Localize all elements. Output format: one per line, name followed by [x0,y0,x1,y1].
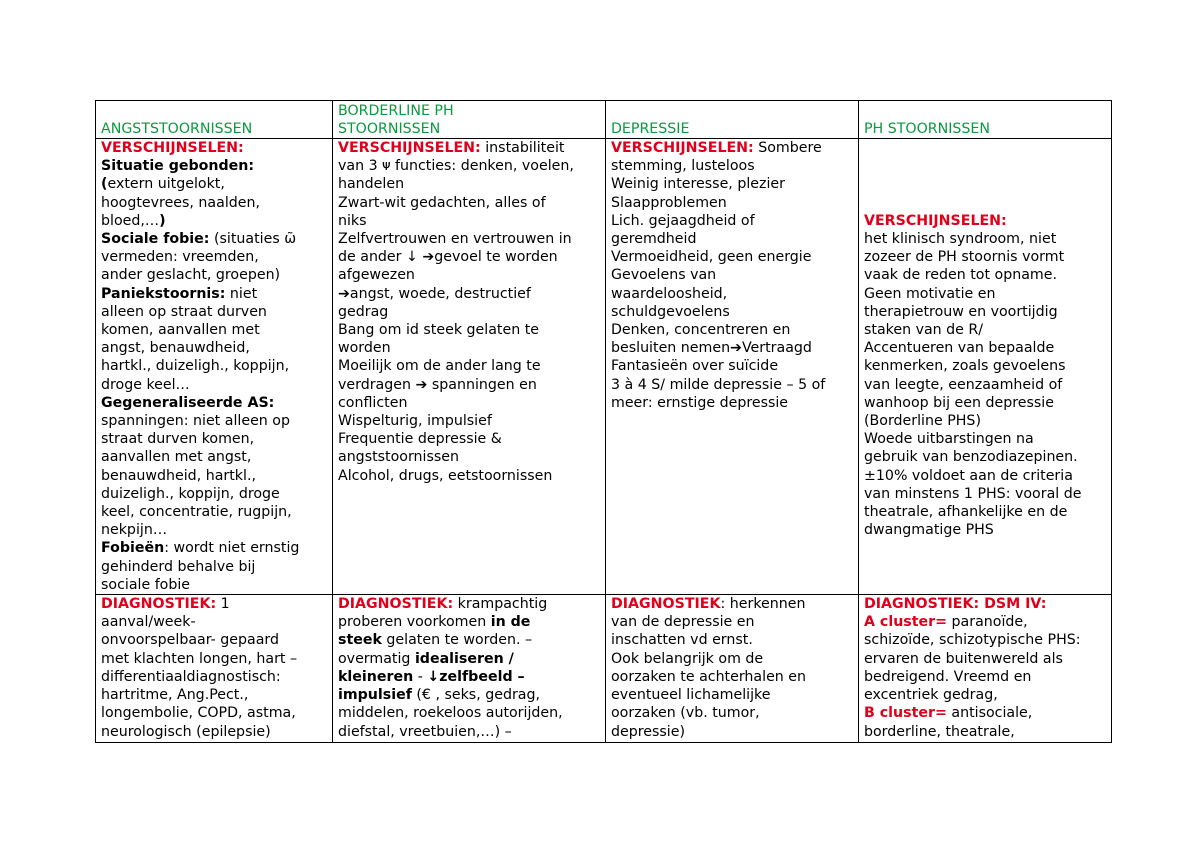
cell-heading: VERSCHIJNSELEN: [101,140,244,156]
cell-ph-diagnostiek: DIAGNOSTIEK: DSM IV: A cluster= paranoïde, schizoïde, schizotypische PHS: ervaren de buitenwereld als bedreigend. Vreemd en excentriek gedrag, B cluster= antisociale, borderline, theatrale, [859,595,1112,743]
cell-depressie-diagnostiek: DIAGNOSTIEK: herkennen van de depressie en inschatten vd ernst. Ook belangrijk om de oorzaken te achterhalen en eventueel lichamelijke oorzaken (vb. tumor, depressie) [606,595,859,743]
verschijnselen-row [96,139,1112,595]
cell-heading: DIAGNOSTIEK: [101,596,217,613]
cell-depressie-verschijnselen: VERSCHIJNSELEN: Sombere stemming, lusteloos Weinig interesse, plezier Slaapproblemen Lich. gejaagdheid of geremdheid Vermoeidheid, geen energie Gevoelens van waardeloosheid, schuldgevoelens Denken, concentreren en besluiten nemen➔Vertraagd Fantasieën over suïcide 3 à 4 S/ milde depressie – 5 of meer: ernstige depressie [606,139,859,595]
header-borderline: BORDERLINE PH STOORNISSEN [333,101,606,139]
spacer [864,139,1107,157]
spacer [864,194,1107,212]
summary-table [95,100,1112,743]
cell-heading: DIAGNOSTIEK [611,596,721,613]
cell-ph-verschijnselen: VERSCHIJNSELEN: het klinisch syndroom, niet zozeer de PH stoornis vormt vaak de reden tot opname. Geen motivatie en therapietrouw en voortijdig staken van de R/ Accentueren van bepaalde kenmerken, zoals gevoelens van leegte, eenzaamheid of wanhoop bij een depressie (Borderline PHS) Woede uitbarstingen na gebruik van benzodiazepinen. ±10% voldoet aan de criteria van minstens 1 PHS: vooral de theatrale, afhankelijke en de dwangmatige PHS [859,139,1112,595]
cell-borderline-verschijnselen: VERSCHIJNSELEN: instabiliteit van 3 ᴪ functies: denken, voelen, handelen Zwart-wit gedachten, alles of niks Zelfvertrouwen en vertrouwen in de ander ↓ ➔gevoel te worden afgewezen ➔angst, woede, destructief gedrag Bang om id steek gelaten te worden Moeilijk om de ander lang te verdragen ➔ spanningen en conflicten Wispelturig, impulsief Frequentie depressie & angststoornissen Alcohol, drugs, eetstoornissen [333,139,606,595]
header-depressie: DEPRESSIE [606,101,859,139]
cell-angst-diagnostiek: DIAGNOSTIEK: 1 aanval/week- onvoorspelbaar- gepaard met klachten longen, hart – differentiaaldiagnostisch: hartritme, Ang.Pect., longembolie, COPD, astma, neurologisch (epilepsie) [96,595,333,743]
cell-heading: DIAGNOSTIEK: DSM IV: [864,596,1047,613]
spacer [864,175,1107,193]
cell-angst-verschijnselen: VERSCHIJNSELEN: Situatie gebonden: (extern uitgelokt, hoogtevrees, naalden, bloed,…) Sociale fobie: (situaties ῶ vermeden: vreemden, ander geslacht, groepen) Paniekstoornis: niet alleen op straat durven komen, aanvallen met angst, benauwdheid, hartkl., duizeligh., koppijn, droge keel… Gegeneraliseerde AS: spanningen: niet alleen op straat durven komen, aanvallen met angst, benauwdheid, hartkl., duizeligh., koppijn, droge keel, concentratie, rugpijn, nekpijn… Fobieën: wordt niet ernstig gehinderd behalve bij sociale fobie [96,139,333,595]
header-angststoornissen: ANGSTSTOORNISSEN [96,101,333,139]
spacer [864,157,1107,175]
header-row [96,101,1112,139]
cell-heading: VERSCHIJNSELEN: [611,140,754,156]
cell-borderline-diagnostiek: DIAGNOSTIEK: krampachtig proberen voorkomen in de steek gelaten te worden. – overmatig idealiseren / kleineren - ↓zelfbeeld – impulsief (€ , seks, gedrag, middelen, roekeloos autorijden, diefstal, vreetbuien,…) – [333,595,606,743]
cell-heading: VERSCHIJNSELEN: [864,212,1007,229]
header-ph-stoornissen: PH STOORNISSEN [859,101,1112,139]
diagnostiek-row [96,595,1112,743]
cell-heading: DIAGNOSTIEK: [338,596,454,613]
cell-heading: VERSCHIJNSELEN: [338,140,481,156]
